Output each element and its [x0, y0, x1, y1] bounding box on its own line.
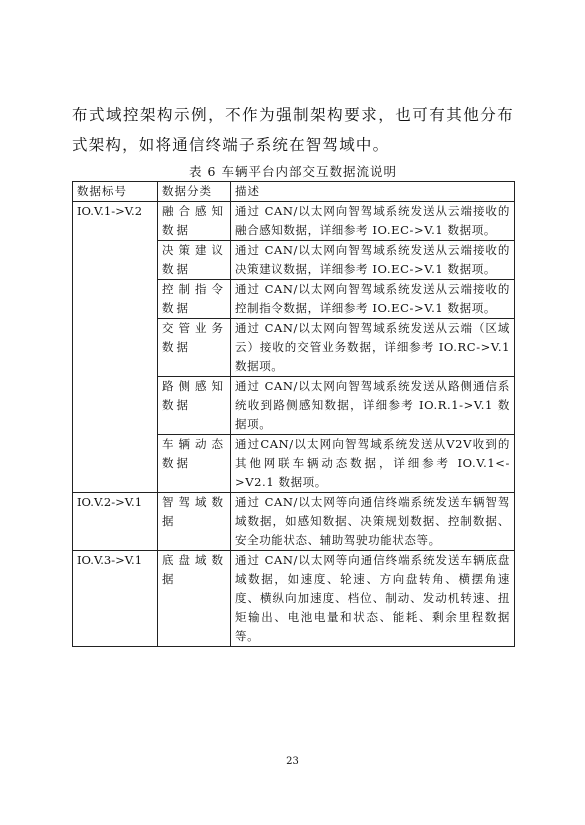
- row-id: IO.V.3->V.1: [73, 551, 158, 647]
- row-category: 路侧感知数据: [158, 377, 231, 435]
- row-id: IO.V.2->V.1: [73, 493, 158, 551]
- row-description: 通过 CAN/以太网向智驾域系统发送从云端接收的决策建议数据，详细参考 IO.EC->V.1 数据项。: [231, 241, 515, 280]
- row-description: 通过 CAN/以太网等向通信终端系统发送车辆底盘域数据，如速度、轮速、方向盘转角、横摆角速度、横纵向加速度、档位、制动、发动机转速、扭矩输出、电池电量和状态、能耗、剩余里程数据等。: [231, 551, 515, 647]
- table-row: [73, 493, 515, 551]
- intro-paragraph: [72, 100, 514, 160]
- row-category: 底盘域数据: [158, 551, 231, 647]
- header-category: 数据分类: [158, 182, 231, 202]
- row-description: 通过 CAN/以太网等向通信终端系统发送车辆智驾域数据，如感知数据、决策规划数据、控制数据、安全功能状态、辅助驾驶功能状态等。: [231, 493, 515, 551]
- page-number: 23: [286, 756, 299, 767]
- row-category: 融合感知数据: [158, 202, 231, 241]
- row-description: 通过 CAN/以太网向智驾域系统发送从云端接收的控制指令数据，详细参考 IO.EC->V.1 数据项。: [231, 280, 515, 319]
- row-description: 通过 CAN/以太网向智驾域系统发送从云端接收的融合感知数据，详细参考 IO.EC->V.1 数据项。: [231, 202, 515, 241]
- table-row: [73, 551, 515, 647]
- table-row: [73, 202, 515, 241]
- row-category: 控制指令数据: [158, 280, 231, 319]
- header-id: 数据标号: [73, 182, 158, 202]
- header-description: 描述: [231, 182, 515, 202]
- row-category: 智驾域数据: [158, 493, 231, 551]
- row-description: 通过 CAN/以太网向智驾域系统发送从云端（区域云）接收的交管业务数据，详细参考 IO.RC->V.1 数据项。: [231, 319, 515, 377]
- row-id: IO.V.1->V.2: [73, 202, 158, 493]
- row-category: 决策建议数据: [158, 241, 231, 280]
- intro-text: 布式域控架构示例，不作为强制架构要求，也可有其他分布式架构，如将通信终端子系统在智驾域中。: [72, 106, 514, 154]
- row-description: 通过 CAN/以太网向智驾域系统发送从路侧通信系统收到路侧感知数据，详细参考 IO.R.1->V.1 数据项。: [231, 377, 515, 435]
- table-caption: 表 6 车辆平台内部交互数据流说明: [189, 164, 397, 179]
- row-description: 通过CAN/以太网向智驾域系统发送从V2V收到的其他网联车辆动态数据，详细参考 IO.V.1<->V2.1 数据项。: [231, 435, 515, 493]
- table-header-row: [73, 182, 515, 202]
- row-category: 交管业务数据: [158, 319, 231, 377]
- row-category: 车辆动态数据: [158, 435, 231, 493]
- data-flow-table: [72, 181, 515, 647]
